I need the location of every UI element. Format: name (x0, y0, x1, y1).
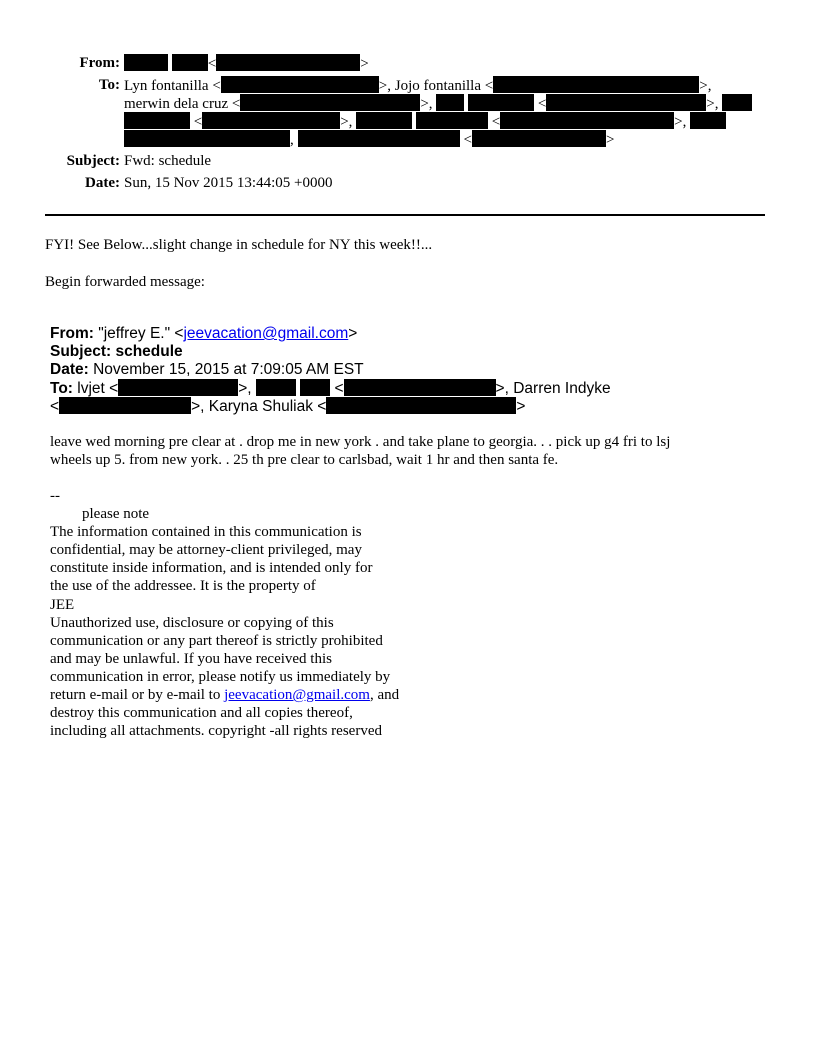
header-divider (45, 214, 765, 216)
redacted-block (436, 94, 464, 111)
disclaimer-line: confidential, may be attorney-client privileged, may (50, 542, 362, 559)
disclaimer-line: destroy this communication and all copies thereof, (50, 705, 353, 722)
date-value: Sun, 15 Nov 2015 13:44:05 +0000 (124, 175, 333, 191)
forwarded-from-line: From: "jeffrey E." <jeevacation@gmail.com> (50, 325, 358, 342)
disclaimer-line: The information contained in this communication is (50, 524, 362, 541)
redacted-block (344, 379, 496, 396)
please-note-text: please note (82, 506, 150, 523)
forwarded-to-line-2: < >, Karyna Shuliak < > (50, 398, 526, 415)
redacted-block (722, 94, 752, 111)
to-line-4: , < > (124, 130, 614, 149)
signature-dashes: -- (50, 488, 60, 504)
from-label: From: (79, 55, 120, 71)
intro-text: FYI! See Below...slight change in schedule for NY this week!!... (45, 237, 433, 253)
disclaimer-line: Unauthorized use, disclosure or copying of this (50, 614, 334, 631)
redacted-block (356, 112, 412, 129)
forwarded-subject-label: Subject: (50, 343, 112, 360)
redacted-block (256, 379, 296, 396)
subject-label: Subject: (66, 153, 120, 169)
redacted-block (124, 130, 290, 147)
date-label: Date: (85, 175, 120, 191)
disclaimer-line: communication in error, please notify us immediately by (50, 668, 391, 685)
forwarded-from-name: "jeffrey E." (98, 325, 171, 342)
forwarded-date-label: Date: (50, 361, 89, 378)
to-name-merwin: merwin dela cruz (124, 96, 229, 112)
redacted-block (59, 397, 191, 414)
redacted-block (468, 94, 534, 111)
message-line-1: leave wed morning pre clear at . drop me in new york . and take plane to georgia. . . pick up g4 fri to lsj (50, 434, 671, 450)
redacted-block (690, 112, 726, 129)
to-line-3: < >, < >, (124, 112, 726, 131)
redacted-block (326, 397, 516, 414)
disclaimer-line: and may be unlawful. If you have received this (50, 650, 332, 667)
subject-value: Fwd: schedule (124, 153, 212, 169)
disclaimer-line: constitute inside information, and is intended only for (50, 560, 373, 577)
forwarded-subject-line (50, 343, 183, 361)
redacted-block (416, 112, 488, 129)
redacted-block (500, 112, 674, 129)
redacted-block (172, 54, 208, 71)
forwarded-to-name-karyna: Karyna Shuliak (208, 398, 313, 415)
redacted-block (472, 130, 606, 147)
redacted-block (221, 76, 379, 93)
redacted-block (124, 54, 168, 71)
disclaimer-line: JEE (50, 596, 75, 613)
redacted-block (546, 94, 706, 111)
disclaimer-email-link[interactable]: jeevacation@gmail.com (224, 687, 370, 704)
email-header (0, 0, 816, 200)
to-name-lyn: Lyn fontanilla (124, 78, 209, 94)
disclaimer-line: the use of the addressee. It is the property of (50, 578, 316, 595)
redacted-block (240, 94, 420, 111)
to-line-1: Lyn fontanilla < >, Jojo fontanilla < >, (124, 78, 712, 94)
forwarded-from-label: From: (50, 325, 94, 342)
disclaimer-line: communication or any part thereof is strictly prohibited (50, 632, 383, 649)
forwarded-to-label: To: (50, 380, 73, 397)
redacted-block (202, 112, 340, 129)
forwarded-from-email-link[interactable]: jeevacation@gmail.com (183, 325, 349, 342)
redacted-block (216, 54, 360, 71)
disclaimer-line: including all attachments. copyright -all rights reserved (50, 723, 382, 740)
forwarded-date-value: November 15, 2015 at 7:09:05 AM EST (93, 361, 364, 378)
to-name-jojo: Jojo fontanilla (394, 78, 482, 94)
disclaimer-return-line: return e-mail or by e-mail to jeevacation@gmail.com, and (50, 687, 400, 704)
redacted-block (124, 112, 190, 129)
to-line-2: merwin dela cruz < >, < >, (124, 94, 752, 113)
forwarded-to-line-1: To: lvjet < >, < >, Darren Indyke (50, 380, 611, 397)
redacted-block (298, 130, 460, 147)
forwarded-date-line (50, 361, 364, 379)
forwarded-subject-value: schedule (115, 343, 183, 360)
signature-block (50, 487, 399, 740)
forwarded-to-name-lvjet: lvjet (77, 380, 105, 397)
forwarded-to-name-darren: Darren Indyke (513, 380, 611, 397)
begin-forwarded-text: Begin forwarded message: (45, 274, 205, 290)
from-value: < > (124, 54, 369, 73)
redacted-block (118, 379, 238, 396)
message-line-2: wheels up 5. from new york. . 25 th pre clear to carlsbad, wait 1 hr and then santa fe. (50, 452, 559, 468)
to-label: To: (98, 77, 120, 93)
redacted-block (300, 379, 330, 396)
redacted-block (493, 76, 699, 93)
